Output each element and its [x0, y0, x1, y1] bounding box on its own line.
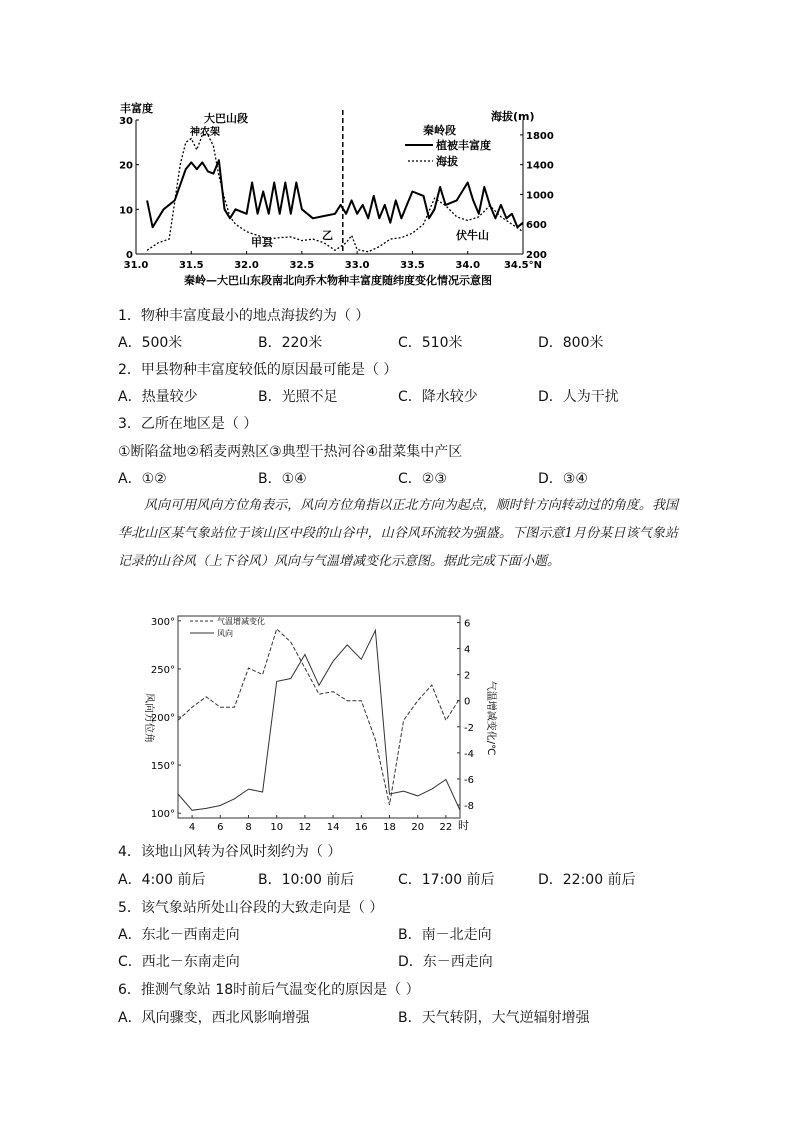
figure2-x-unit: 时: [458, 819, 469, 832]
figure1-y-right-tick-label: 600: [526, 220, 547, 232]
figure2-y-right-tick-label: 0: [464, 696, 471, 708]
figure2-chart: [132, 608, 496, 838]
figure2-x-tick-label: 4: [188, 822, 196, 833]
figure2-y-right-tick-label: -6: [464, 774, 474, 786]
q4-option-d[interactable]: D．22:00 前后: [538, 872, 636, 888]
figure1-y-left-tick-label: 0: [126, 250, 133, 261]
q1-option-a[interactable]: A．500米: [118, 335, 183, 351]
figure2-y-right-tick-label: 6: [464, 618, 471, 630]
q1-option-c[interactable]: C．510米: [398, 335, 463, 351]
figure1-chart: [118, 100, 558, 290]
figure1-y-left-tick-label: 30: [119, 116, 133, 127]
figure2-plot-frame: [178, 616, 460, 818]
figure1-label-jiaxian: 甲县: [251, 236, 273, 249]
q3-option-d[interactable]: D．③④: [538, 471, 588, 487]
figure1-caption: 秦岭—大巴山东段南北向乔木物种丰富度随纬度变化情况示意图: [184, 274, 492, 287]
figure2-y-right-tick-label: 2: [464, 670, 471, 682]
q3-option-c[interactable]: C．②③: [398, 471, 447, 487]
figure1-x-tick-label: 34.0: [455, 260, 481, 271]
figure2-y-left-tick-label: 150°: [150, 761, 175, 773]
q3-option-a[interactable]: A．①②: [118, 471, 167, 487]
figure1-y-left-label: 丰富度: [120, 102, 153, 115]
figure1-legend-richness: 植被丰富度: [436, 139, 491, 152]
figure2-series-temp: [178, 629, 460, 805]
figure2-legend-wind: 风向: [217, 629, 233, 638]
q5-stem: 5．该气象站所处山谷段的大致走向是（ ）: [118, 900, 384, 916]
q2-option-b[interactable]: B．光照不足: [258, 389, 338, 405]
figure2-x-tick-label: 10: [270, 822, 284, 833]
q4-option-c[interactable]: C．17:00 前后: [398, 872, 495, 888]
figure2-x-tick-label: 8: [245, 822, 252, 833]
figure2-y-right-tick-label: 4: [464, 644, 471, 656]
figure1-x-tick-label: 32.5: [289, 260, 315, 271]
figure1-label-qinling: 秦岭段: [423, 124, 456, 137]
figure2-x-tick-label: 18: [383, 822, 396, 833]
q6-option-b[interactable]: B．天气转阴，大气逆辐射增强: [398, 1010, 590, 1026]
figure1-y-right-tick-label: 200: [526, 250, 547, 261]
q2-option-a[interactable]: A．热量较少: [118, 389, 198, 405]
figure2-x-tick-label: 16: [354, 822, 368, 833]
figure1-x-tick-label: 33.5: [400, 260, 425, 271]
q5-option-d[interactable]: D．东－西走向: [398, 954, 493, 970]
passage-text: 风向可用风向方位角表示，风向方位角指以正北方向为起点，顺时针方向转动过的角度。我国华北山区某气象站位于该山区中段的山谷中，山谷风环流较为强盛。下图示意1月份某日该气象站记录的山谷风（上下谷风）风向与气温增减变化示意图。据此完成下面小题。: [118, 498, 678, 569]
figure1-y-right-tick-label: 1800: [526, 130, 554, 142]
figure1-label-funiushan: 伏牛山: [456, 229, 489, 242]
q2-option-c[interactable]: C．降水较少: [398, 389, 478, 405]
figure1-y-left-tick-label: 10: [119, 205, 133, 217]
figure2-series-wind: [178, 630, 460, 810]
figure1-label-shennongjia: 神农架: [190, 127, 220, 138]
q4-stem: 4．该地山风转为谷风时刻约为（ ）: [118, 844, 342, 860]
q1-stem: 1．物种丰富度最小的地点海拔约为（ ）: [118, 308, 370, 324]
figure1-series-richness: [147, 160, 523, 227]
figure1-y-right-label: 海拔(m): [491, 110, 535, 123]
figure1-legend-elevation: 海拔: [436, 155, 458, 168]
q4-option-b[interactable]: B．10:00 前后: [258, 872, 355, 888]
figure2-y-right-tick-label: -4: [464, 748, 474, 760]
figure1-x-tick-label: 31.0: [123, 260, 149, 271]
figure1-x-tick-label: 34.5°N: [503, 260, 543, 271]
figure2-y-left-tick-label: 300°: [150, 616, 175, 628]
q5-option-a[interactable]: A．东北－西南走向: [118, 927, 240, 943]
figure2-y-left-tick-label: 200°: [150, 713, 175, 724]
figure2-x-tick-label: 14: [326, 822, 340, 833]
figure1-x-tick-label: 32.0: [234, 260, 259, 271]
figure2-legend-temp: 气温增减变化: [217, 617, 265, 626]
q1-option-d[interactable]: D．800米: [538, 335, 604, 351]
figure2-y-left-tick-label: 250°: [150, 664, 175, 676]
passage: [118, 492, 678, 576]
figure2-x-tick-label: 20: [411, 822, 425, 833]
q1-option-b[interactable]: B．220米: [258, 335, 323, 351]
figure1-x-tick-label: 33.0: [344, 260, 370, 271]
q4-option-a[interactable]: A．4:00 前后: [118, 872, 206, 888]
q2-option-d[interactable]: D．人为干扰: [538, 389, 619, 405]
figure1-label-daba: 大巴山段: [204, 112, 248, 125]
q5-option-b[interactable]: B．南－北走向: [398, 927, 492, 943]
q2-stem: 2．甲县物种丰富度较低的原因最可能是（ ）: [118, 362, 398, 378]
q6-stem: 6．推测气象站 18时前后气温变化的原因是（ ）: [118, 982, 420, 998]
figure1-label-yi: 乙: [322, 229, 333, 242]
figure2-x-tick-label: 12: [298, 822, 312, 833]
figure1-y-right-tick-label: 1000: [526, 190, 554, 202]
figure1-y-right-tick-label: 1400: [526, 160, 554, 172]
figure1-x-tick-label: 31.5: [178, 260, 204, 271]
figure2-y-right-label: 气温增减变化/℃: [485, 680, 496, 756]
q6-option-a[interactable]: A．风向骤变，西北风影响增强: [118, 1010, 310, 1026]
q3-items: ①断陷盆地②稻麦两熟区③典型干热河谷④甜菜集中产区: [118, 444, 463, 460]
figure2-y-left-tick-label: 100°: [150, 809, 175, 821]
q5-option-c[interactable]: C．西北－东南走向: [118, 954, 240, 970]
q3-stem: 3．乙所在地区是（ ）: [118, 416, 258, 432]
figure2-x-tick-label: 6: [217, 822, 224, 833]
figure2-x-tick-label: 22: [439, 822, 453, 833]
figure2-y-left-label: 风向方位角: [143, 693, 154, 743]
q3-option-b[interactable]: B．①④: [258, 471, 307, 487]
figure1-y-left-tick-label: 20: [119, 160, 133, 172]
figure2-y-right-tick-label: -2: [464, 722, 474, 734]
figure2-y-right-tick-label: -8: [464, 800, 474, 812]
